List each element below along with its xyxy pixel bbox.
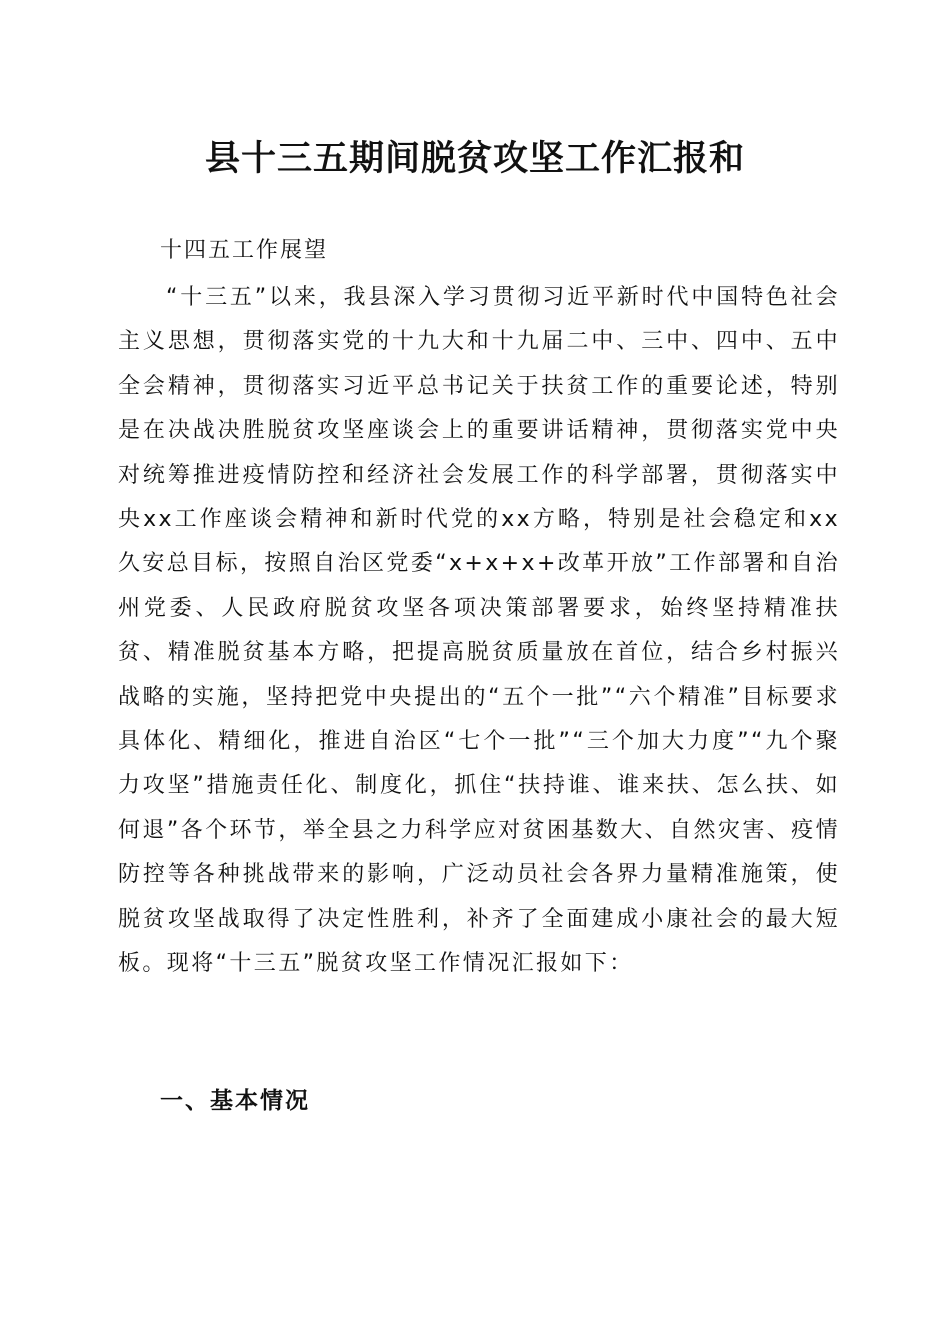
body-paragraph: “十三五”以来，我县深入学习贯彻习近平新时代中国特色社会主义思想，贯彻落实党的十九大和十九届二中、三中、四中、五中全会精神，贯彻落实习近平总书记关于扶贫工作的重要论述，特别是在决战决胜脱贫攻坚座谈会上的重要讲话精神，贯彻落实党中央对统筹推进疫情防控和经济社会发展工作的科学部署，贯彻落实中央xx工作座谈会精神和新时代党的xx方略，特别是社会稳定和xx久安总目标，按照自治区党委“x+x+x+改革开放”工作部署和自治州党委、人民政府脱贫攻坚各项决策部署要求，始终坚持精准扶贫、精准脱贫基本方略，把提高脱贫质量放在首位，结合乡村振兴战略的实施，坚持把党中央提出的“五个一批”“六个精准”目标要求具体化、精细化，推进自治区“七个一批”“三个加大力度”“九个聚力攻坚”措施责任化、制度化，抓住“扶持谁、谁来扶、怎么扶、如何退”各个环节，举全县之力科学应对贫困基数大、自然灾害、疫情防控等各种挑战带来的影响，广泛动员社会各界力量精准施策，使脱贫攻坚战取得了决定性胜利，补齐了全面建成小康社会的最大短板。现将“十三五”脱贫攻坚工作情况汇报如下： xyxy=(118,285,840,977)
section-heading-basic-situation: 一、基本情况 xyxy=(160,1088,310,1114)
document-subtitle: 十四五工作展望 xyxy=(160,238,329,263)
document-title: 县十三五期间脱贫攻坚工作汇报和 xyxy=(204,138,745,179)
